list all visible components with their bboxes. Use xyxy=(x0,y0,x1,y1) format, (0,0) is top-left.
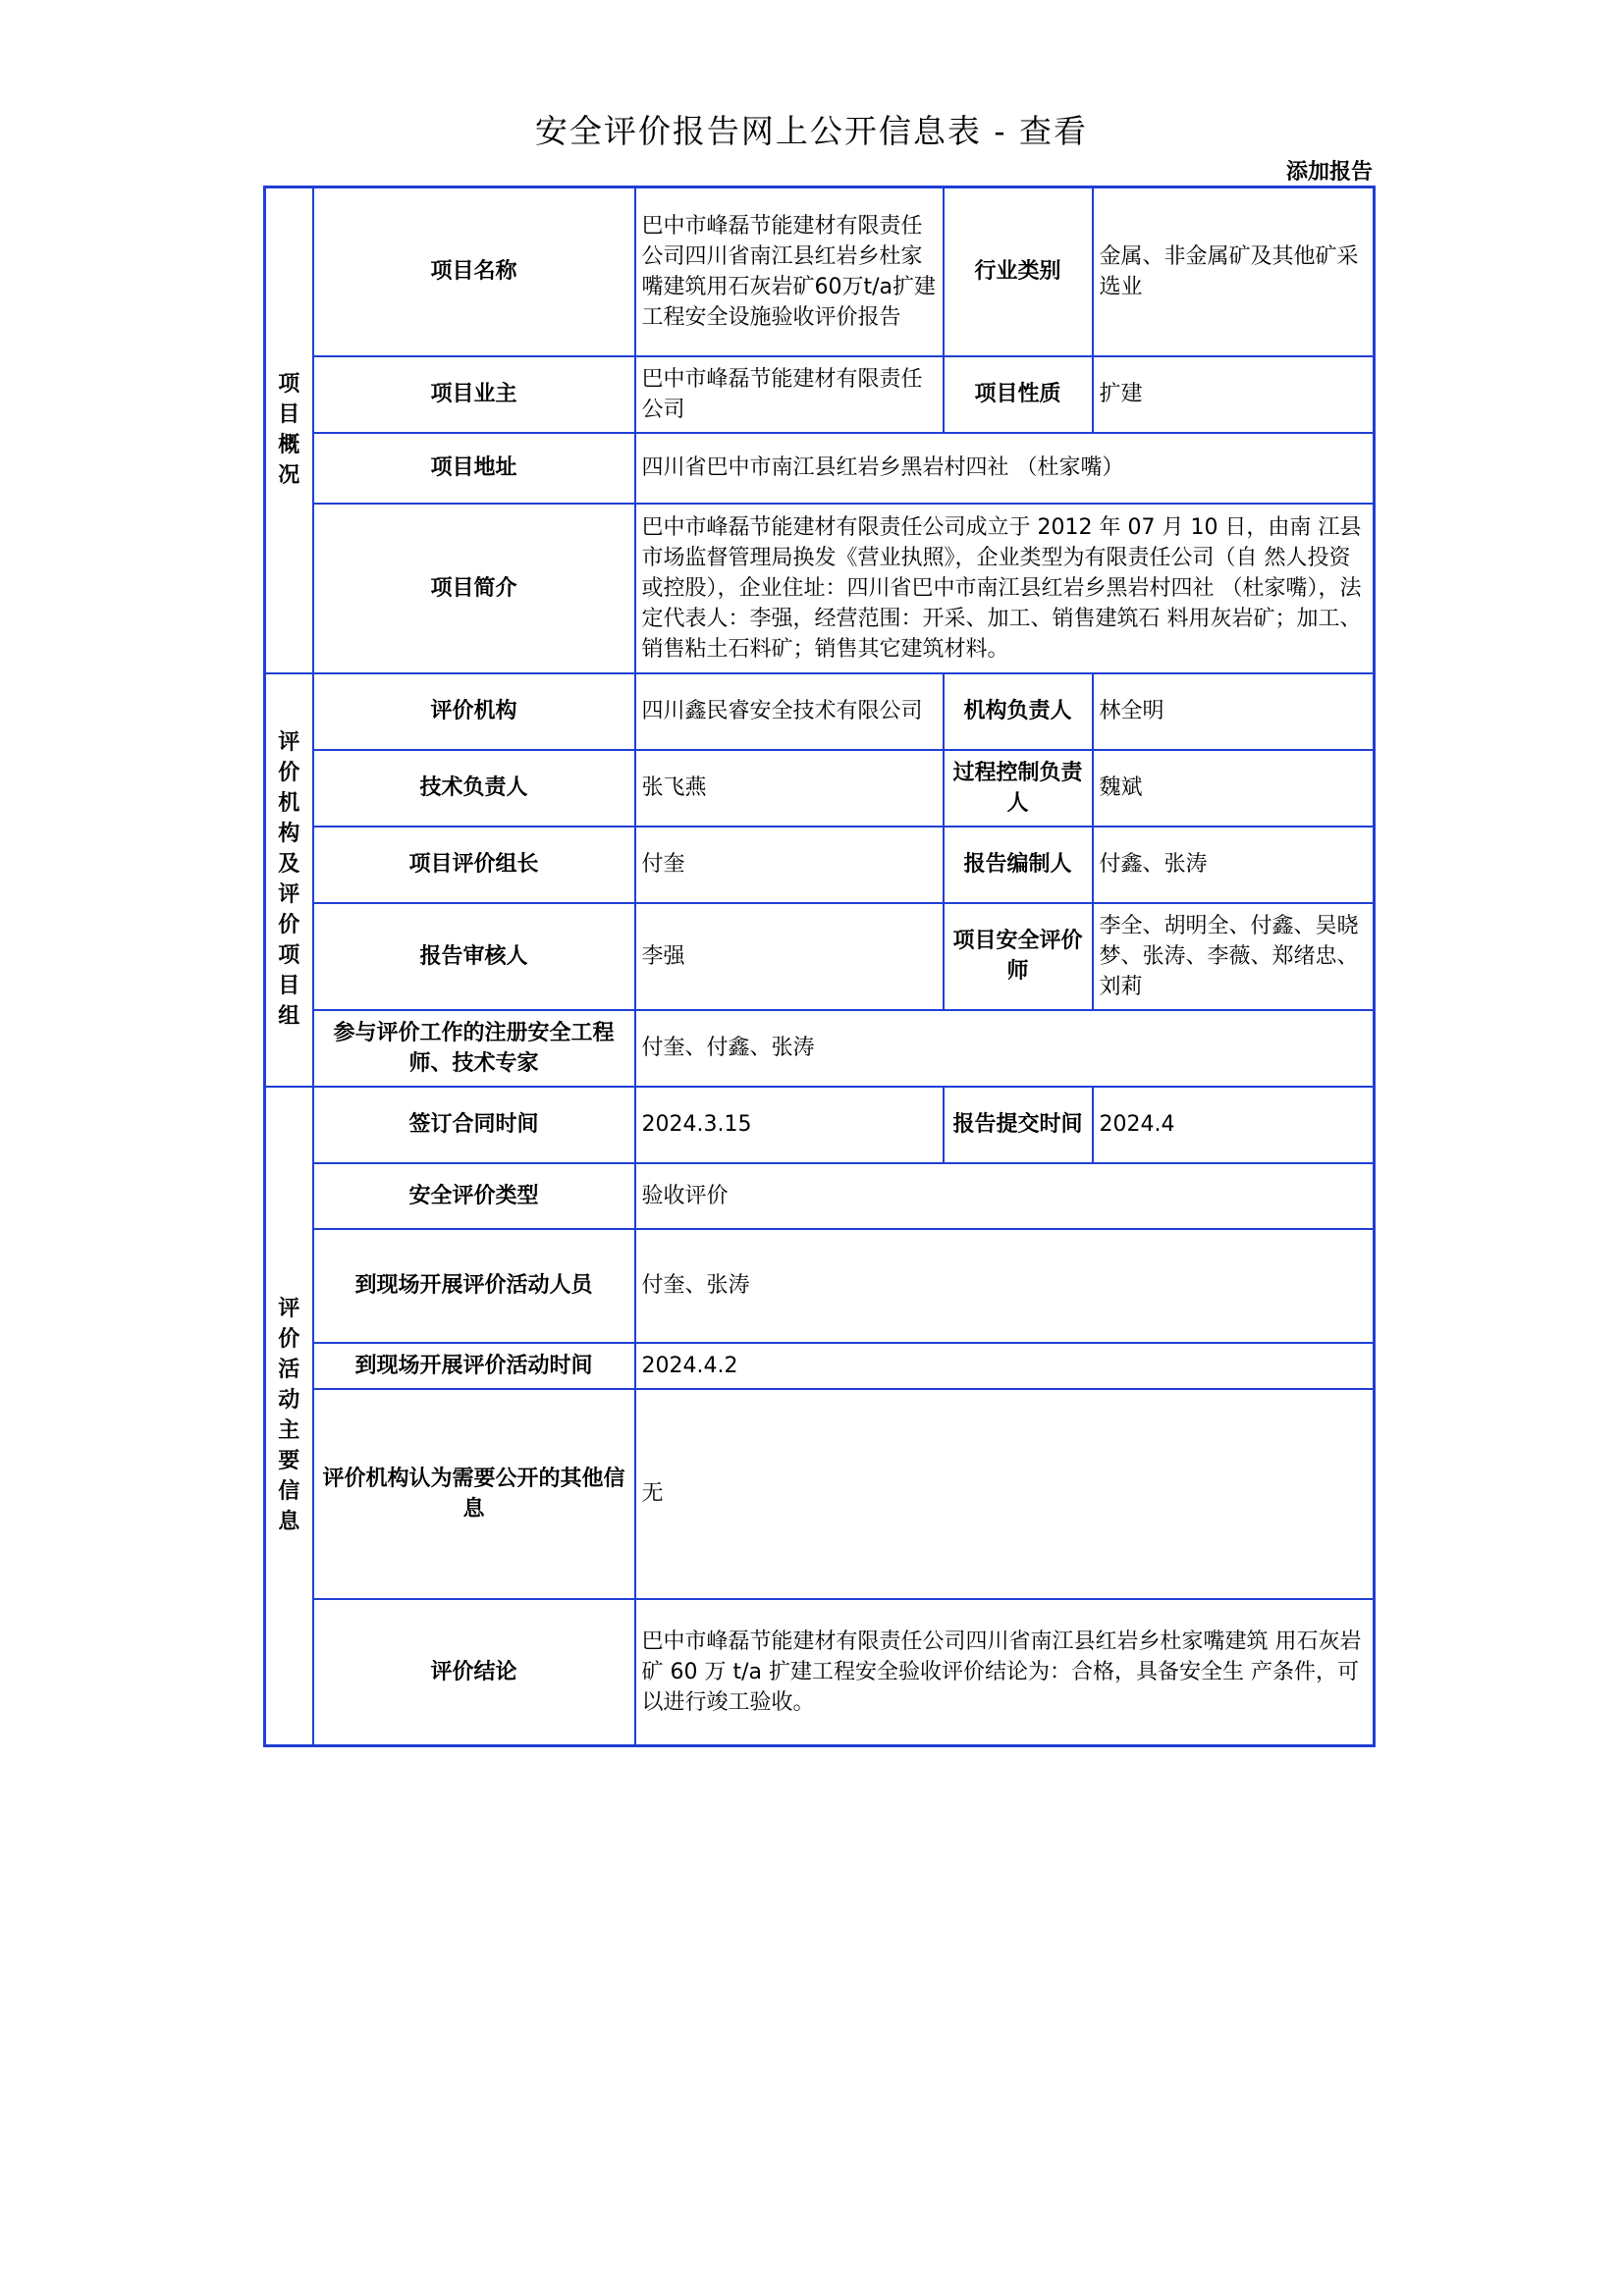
address-label: 项目地址 xyxy=(313,433,635,504)
conclusion-label: 评价结论 xyxy=(313,1599,635,1746)
team-leader-label: 项目评价组长 xyxy=(313,827,635,903)
nature-value: 扩建 xyxy=(1093,356,1375,433)
process-head-label: 过程控制负责人 xyxy=(944,750,1093,827)
owner-label: 项目业主 xyxy=(313,356,635,433)
compiler-value: 付鑫、张涛 xyxy=(1093,827,1375,903)
table-row xyxy=(265,750,1375,827)
intro-value: 巴中市峰磊节能建材有限责任公司成立于 2012 年 07 月 10 日，由南 江县市场监督管理局换发《营业执照》，企业类型为有限责任公司（自 然人投资或控股），企业住址：四川省巴中市南江县红岩乡黑岩村四社 （杜家嘴），法定代表人：李强，经营范围：开采、加工、销售建筑石 料用灰岩矿；加工、销售粘土石料矿；销售其它建筑材料。 xyxy=(635,504,1375,673)
table-row xyxy=(265,1087,1375,1163)
section-org: 评价机构及评价项目组 xyxy=(265,673,313,1087)
industry-value: 金属、非金属矿及其他矿采选业 xyxy=(1093,187,1375,356)
submit-date-value: 2024.4 xyxy=(1093,1087,1375,1163)
eval-type-label: 安全评价类型 xyxy=(313,1163,635,1229)
table-row xyxy=(265,1599,1375,1746)
site-staff-label: 到现场开展评价活动人员 xyxy=(313,1229,635,1343)
address-value: 四川省巴中市南江县红岩乡黑岩村四社 （杜家嘴） xyxy=(635,433,1375,504)
section-overview: 项目概况 xyxy=(265,187,313,673)
reviewer-value: 李强 xyxy=(635,903,944,1010)
evaluator-value: 李全、胡明全、付鑫、吴晓梦、张涛、李薇、郑绪忠、刘莉 xyxy=(1093,903,1375,1010)
table-row xyxy=(265,187,1375,356)
intro-label: 项目简介 xyxy=(313,504,635,673)
add-report-link[interactable]: 添加报告 xyxy=(1285,160,1373,185)
org-head-value: 林全明 xyxy=(1093,673,1375,750)
project-name-label: 项目名称 xyxy=(313,187,635,356)
eval-org-label: 评价机构 xyxy=(313,673,635,750)
table-row xyxy=(265,1163,1375,1229)
other-info-label: 评价机构认为需要公开的其他信息 xyxy=(313,1389,635,1599)
page-title: 安全评价报告网上公开信息表 - 查看 xyxy=(534,112,1089,150)
table-row xyxy=(265,827,1375,903)
industry-label: 行业类别 xyxy=(944,187,1093,356)
nature-label: 项目性质 xyxy=(944,356,1093,433)
section-activity: 评价活动主要信息 xyxy=(265,1087,313,1746)
table-row xyxy=(265,356,1375,433)
submit-date-label: 报告提交时间 xyxy=(944,1087,1093,1163)
conclusion-value: 巴中市峰磊节能建材有限责任公司四川省南江县红岩乡杜家嘴建筑 用石灰岩矿 60 万 t/a 扩建工程安全验收评价结论为：合格，具备安全生 产条件，可以进行竣工验收。 xyxy=(635,1599,1375,1746)
site-time-label: 到现场开展评价活动时间 xyxy=(313,1343,635,1389)
project-name-value: 巴中市峰磊节能建材有限责任公司四川省南江县红岩乡杜家嘴建筑用石灰岩矿60万t/a扩建工程安全设施验收评价报告 xyxy=(635,187,944,356)
evaluator-label: 项目安全评价师 xyxy=(944,903,1093,1010)
table-row xyxy=(265,673,1375,750)
site-staff-value: 付奎、张涛 xyxy=(635,1229,1375,1343)
owner-value: 巴中市峰磊节能建材有限责任公司 xyxy=(635,356,944,433)
engineers-value: 付奎、付鑫、张涛 xyxy=(635,1010,1375,1087)
team-leader-value: 付奎 xyxy=(635,827,944,903)
eval-type-value: 验收评价 xyxy=(635,1163,1375,1229)
table-row xyxy=(265,433,1375,504)
eval-org-value: 四川鑫民睿安全技术有限公司 xyxy=(635,673,944,750)
tech-head-label: 技术负责人 xyxy=(313,750,635,827)
other-info-value: 无 xyxy=(635,1389,1375,1599)
contract-date-value: 2024.3.15 xyxy=(635,1087,944,1163)
compiler-label: 报告编制人 xyxy=(944,827,1093,903)
table-row xyxy=(265,903,1375,1010)
table-row xyxy=(265,1010,1375,1087)
contract-date-label: 签订合同时间 xyxy=(313,1087,635,1163)
table-row xyxy=(265,504,1375,673)
process-head-value: 魏斌 xyxy=(1093,750,1375,827)
org-head-label: 机构负责人 xyxy=(944,673,1093,750)
table-row xyxy=(265,1389,1375,1599)
engineers-label: 参与评价工作的注册安全工程师、技术专家 xyxy=(313,1010,635,1087)
table-row xyxy=(265,1229,1375,1343)
site-time-value: 2024.4.2 xyxy=(635,1343,1375,1389)
table-row xyxy=(265,1343,1375,1389)
report-info-table xyxy=(263,186,1376,1747)
tech-head-value: 张飞燕 xyxy=(635,750,944,827)
reviewer-label: 报告审核人 xyxy=(313,903,635,1010)
